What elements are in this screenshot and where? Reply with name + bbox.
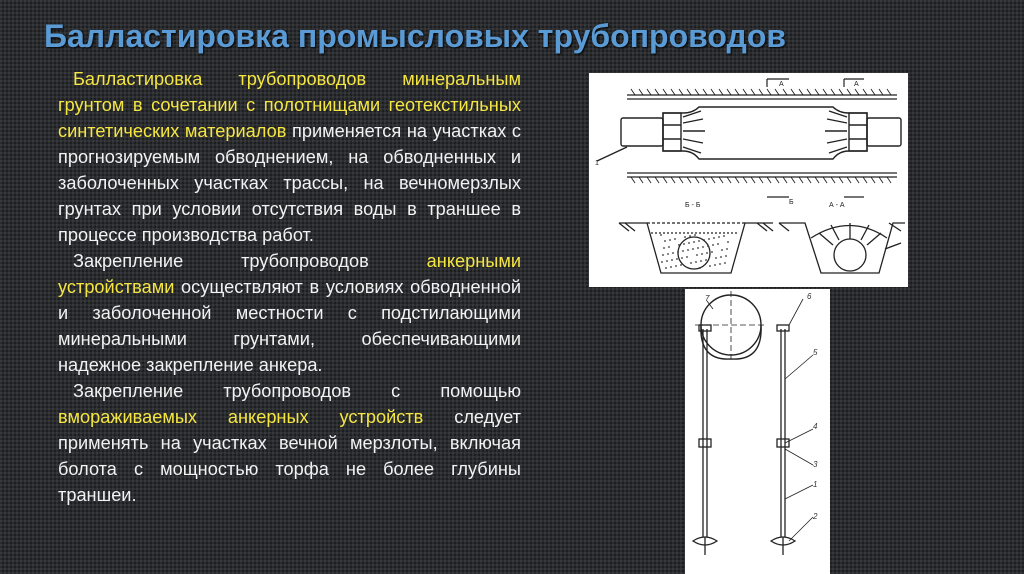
cross-section-aa (779, 223, 905, 273)
callout-1-anchor: 1 (813, 480, 818, 489)
callout-7: 7 (705, 294, 710, 303)
soil-dots (660, 234, 729, 269)
page-title: Балластировка промысловых трубопроводов (44, 18, 787, 54)
callout-4: 4 (813, 422, 818, 431)
highlight-anchor: анкерными устройствами (58, 251, 521, 297)
section-label-a2: A (854, 81, 859, 88)
ballasting-drawing (589, 73, 908, 287)
trench-hatch (631, 89, 891, 183)
anchor-rods (693, 325, 795, 555)
highlight-ballast: Балластировка трубопроводов минеральным грунтом в сочетании с полотнищами геотекстильных синтетических материалов (58, 69, 521, 141)
paragraph-frozen (58, 378, 521, 508)
callout-leaders (707, 299, 813, 541)
section-label-b: Б (789, 199, 794, 206)
callout-1: 1 (595, 160, 599, 167)
anchor-drawing (685, 289, 830, 574)
highlight-frozen: вмораживаемых анкерных устройств (58, 407, 424, 427)
paragraph-ballast (58, 66, 521, 248)
paragraph-frozen-pre: Закрепление трубопроводов с помощью (73, 381, 521, 401)
paragraph-anchor (58, 248, 521, 378)
body-text (58, 66, 521, 508)
callout-5: 5 (813, 348, 818, 357)
section-label-a1: A (779, 81, 784, 88)
paragraph-anchor-pre: Закрепление трубопроводов (73, 251, 427, 271)
callout-6: 6 (807, 292, 812, 301)
paragraph-ballast-rest: применяется на участках с прогнозируемым обводнением, на обводненных и заболоченных участках трассы, на вечномерзлых грунтах при условии отсутствия воды в траншее в процессе производства работ. (58, 121, 521, 245)
section-title-bb: Б - Б (685, 202, 701, 209)
cross-section-bb (619, 223, 773, 273)
callout-3: 3 (813, 460, 818, 469)
pipe-plan (597, 107, 901, 161)
paragraph-anchor-rest: осуществляют в условиях обводненной и заболоченной местности с подстилающими минеральными грунтами, обеспечивающими надежное закрепление анкера. (58, 277, 521, 375)
paragraph-frozen-rest: следует применять на участках вечной мерзлоты, включая болота с мощностью торфа не более глубины траншеи. (58, 407, 521, 505)
callout-2: 2 (813, 512, 818, 521)
section-title-aa: А - А (829, 202, 845, 209)
